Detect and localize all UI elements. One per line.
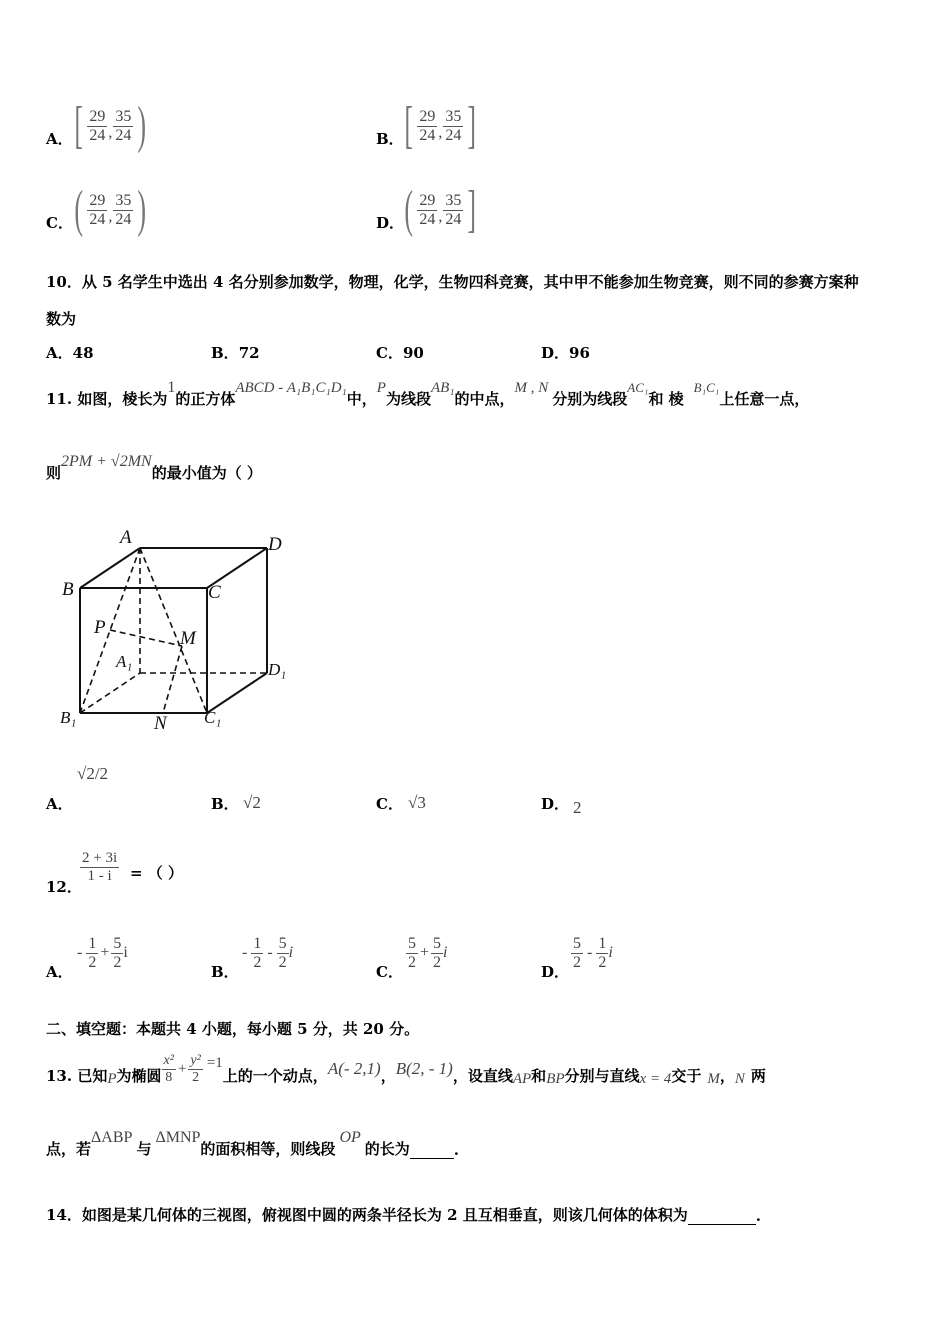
q11-option-c-label: C． <box>376 795 403 813</box>
q13-answer-blank[interactable] <box>410 1144 454 1159</box>
label-p: P <box>94 617 106 638</box>
label-d: D <box>268 534 282 555</box>
segment-ac1 <box>140 548 207 713</box>
q10-option-b: B．72 <box>211 344 260 362</box>
q12-option-d-value: $\frac{5}{2}$ - $\frac{1}{2}$ i <box>573 935 613 971</box>
q11-option-d-label: D． <box>541 795 570 813</box>
edge-c1d1 <box>207 673 267 713</box>
q10-question-line1: 10．从 5 名学生中选出 4 名分别参加数学，物理，化学，生物四科竞赛，其中甲不能参加生物竞赛，则不同的参赛方案种 <box>46 273 859 291</box>
q9-option-a-label: A． <box>46 130 73 148</box>
q11-cube-figure <box>56 525 306 735</box>
segment-mn <box>163 646 182 713</box>
q9-option-d-label: D． <box>376 214 405 232</box>
q10-question-line2: 数为 <box>46 310 77 328</box>
q11-option-d-value: 2 <box>573 798 582 817</box>
q9-option-b-interval: [ $\frac{29}{24}$ , $\frac{35}{24}$ ] <box>404 97 477 154</box>
label-b1: B₁ <box>60 708 77 727</box>
q12-option-d-label: D． <box>541 963 570 981</box>
q9-option-c-interval: ( $\frac{29}{24}$ , $\frac{35}{24}$ ) <box>74 181 147 238</box>
q12-option-a-value: - $\frac{1}{2}$ + $\frac{5}{2}$ i <box>77 935 128 971</box>
q10-option-c: C．90 <box>376 344 424 362</box>
segment-pm <box>110 630 182 646</box>
q12-expression: $\frac{2 + 3i}{1 - i}$ <box>82 850 118 884</box>
q11-option-b-label: B． <box>211 795 239 813</box>
label-c1: C₁ <box>204 708 222 727</box>
q12-option-c-label: C． <box>376 963 403 981</box>
q12-tail: = （ ） <box>130 864 184 882</box>
edge-ba <box>80 548 140 588</box>
q11-option-c-value: √3 <box>408 793 426 812</box>
q12-option-c-value: $\frac{5}{2}$ + $\frac{5}{2}$ i <box>408 935 448 971</box>
section-heading-fill-in: 二、填空题：本题共 4 小题，每小题 5 分，共 20 分。 <box>46 1020 420 1038</box>
q10-option-d: D．96 <box>541 344 590 362</box>
q11-question-line2: 则2PM + √2MN的最小值为（ ） <box>46 453 262 482</box>
q9-option-b-label: B． <box>376 130 404 148</box>
q11-option-b-value: √2 <box>243 793 261 812</box>
q12-option-b-value: - $\frac{1}{2}$ - $\frac{5}{2}$ i <box>242 935 294 971</box>
q13-question-line2: 点，若 ΔABP 与 ΔMNP 的面积相等，则线段 OP 的长为 . <box>46 1129 460 1159</box>
q10-option-a: A．48 <box>46 344 94 362</box>
label-m: M <box>180 628 196 649</box>
label-b: B <box>62 579 74 600</box>
label-n: N <box>154 713 167 734</box>
label-d1: D₁ <box>268 660 287 679</box>
label-a: A <box>120 527 132 548</box>
q14-question: 14．如图是某几何体的三视图，俯视图中圆的两条半径长为 2 且互相垂直，则该几何体的体积为 . <box>46 1206 761 1225</box>
q12-number: 12． <box>46 878 82 896</box>
q12-option-b-label: B． <box>211 963 239 981</box>
q11-question-line1: 11. 如图，棱长为1的正方体ABCD - A₁B₁C₁D₁中，P为线段AB₁的中点，M , N分别为线段AC₁和 棱B₁C₁上任意一点， <box>46 379 810 408</box>
label-a1: A₁ <box>116 652 133 671</box>
q11-option-a-label: A． <box>46 795 73 813</box>
q9-option-d-interval: ( $\frac{29}{24}$ , $\frac{35}{24}$ ] <box>404 181 477 238</box>
q9-option-a-interval: [ $\frac{29}{24}$ , $\frac{35}{24}$ ) <box>74 97 147 154</box>
q14-answer-blank[interactable] <box>688 1210 756 1225</box>
q12-option-a-label: A． <box>46 963 73 981</box>
q13-question-line1: 13. 已知 P 为椭圆 $\frac{\text{x²}}{8}$ + $\frac{\text{y²}}{2}$ =1 上的一个动点， A(- 2,1) ， B(2, - 1) ，设直线 AP 和 BP 分别与直线 x = 4 交于 M ， N 两 <box>46 1053 766 1087</box>
label-c: C <box>208 582 221 603</box>
q11-option-a-value: √2/2 <box>77 764 109 783</box>
edge-b1a1-hidden <box>80 673 140 713</box>
q9-option-c-label: C． <box>46 214 73 232</box>
